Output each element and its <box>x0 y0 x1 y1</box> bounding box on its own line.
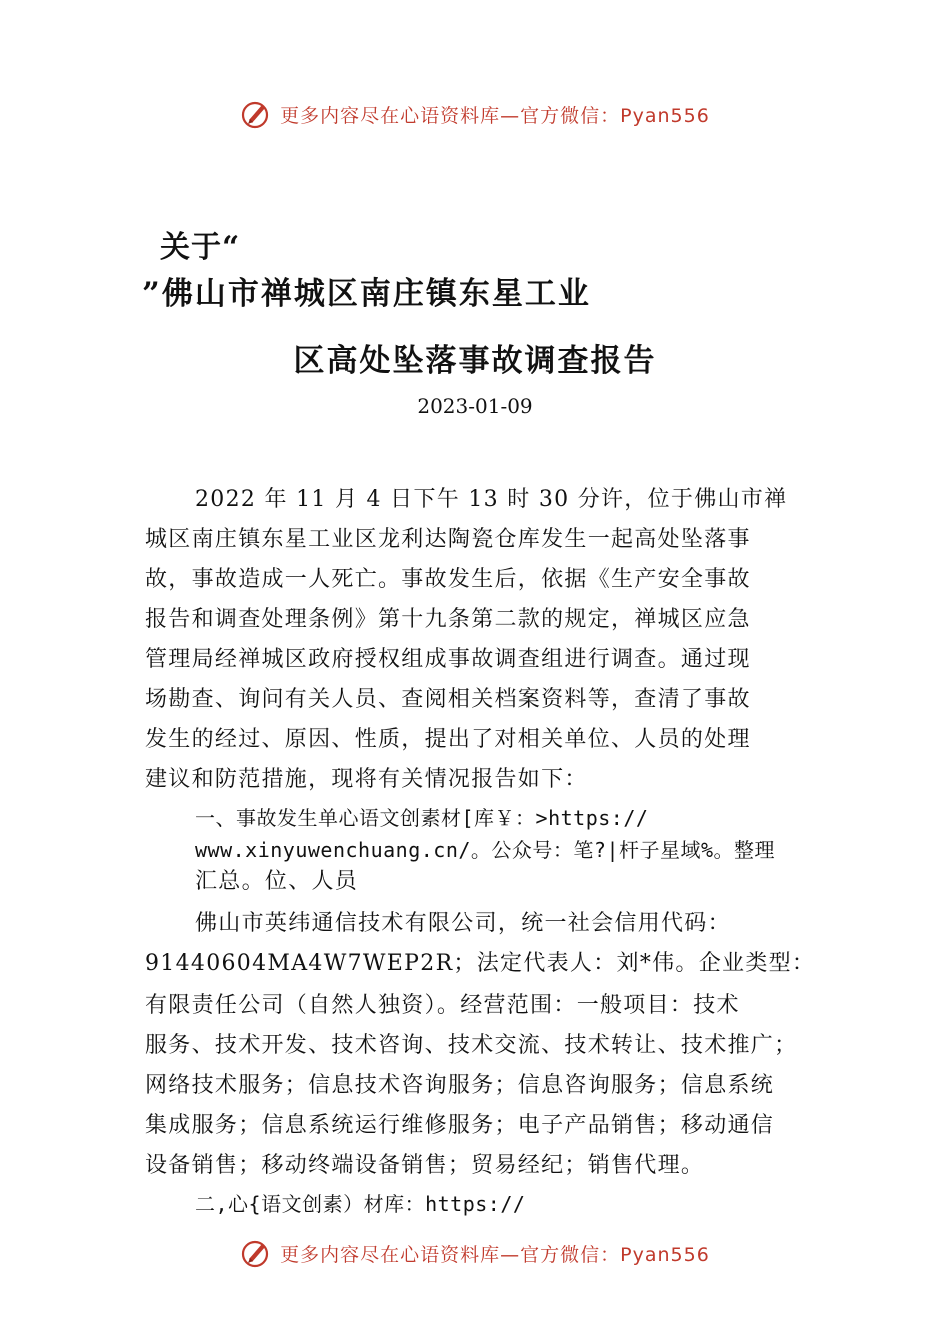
section-heading-2: 二,心{语文创素）材库：https:// <box>195 1192 526 1216</box>
body-line: 城区南庄镇东星工业区龙利达陶瓷仓库发生一起高处坠落事 <box>145 527 751 552</box>
body-line: 集成服务；信息系统运行维修服务；电子产品销售；移动通信 <box>145 1113 775 1138</box>
body-line: 有限责任公司（自然人独资）。经营范围：一般项目：技术 <box>145 993 740 1018</box>
pen-logo-icon <box>240 1237 272 1269</box>
body-line: www.xinyuwenchuang.cn/。公众号：笔?|杆子星域%。整理 <box>195 838 776 862</box>
body-line: 场勘查、询问有关人员、查阅相关档案资料等，查清了事故 <box>145 687 751 712</box>
body-line: 91440604MA4W7WEP2R；法定代表人：刘*伟。企业类型： <box>145 951 816 976</box>
body-line: 汇总。位、人员 <box>195 869 359 894</box>
body-line: 建议和防范措施，现将有关情况报告如下： <box>145 767 588 792</box>
body-line: 2022 年 11 月 4 日下午 13 时 30 分许，位于佛山市禅 <box>195 487 788 512</box>
title-line-2: ”佛山市禅城区南庄镇东星工业 <box>142 276 591 312</box>
watermark-text: 更多内容尽在心语资料库—官方微信：Pyan556 <box>280 104 710 127</box>
body-line: 设备销售；移动终端设备销售；贸易经纪；销售代理。 <box>145 1153 705 1178</box>
body-line: 管理局经禅城区政府授权组成事故调查组进行调查。通过现 <box>145 647 751 672</box>
header-watermark <box>0 94 950 134</box>
title-line-1: 关于“ <box>160 230 241 265</box>
footer-watermark <box>0 1233 950 1273</box>
watermark-text: 更多内容尽在心语资料库—官方微信：Pyan556 <box>280 1243 710 1266</box>
pen-logo-icon <box>240 98 272 130</box>
body-line: 佛山市英纬通信技术有限公司，统一社会信用代码： <box>195 911 731 936</box>
body-line: 报告和调查处理条例》第十九条第二款的规定，禅城区应急 <box>145 607 751 632</box>
body-line: 故，事故造成一人死亡。事故发生后，依据《生产安全事故 <box>145 567 751 592</box>
report-date: 2023-01-09 <box>417 394 533 418</box>
body-line: 服务、技术开发、技术咨询、技术交流、技术转让、技术推广； <box>145 1033 798 1058</box>
body-line: 发生的经过、原因、性质，提出了对相关单位、人员的处理 <box>145 727 751 752</box>
body-line: 网络技术服务；信息技术咨询服务；信息咨询服务；信息系统 <box>145 1073 775 1098</box>
section-heading-1: 一、事故发生单心语文创素材[库￥：>https:// <box>195 806 649 830</box>
title-line-3: 区高处坠落事故调查报告 <box>293 343 657 379</box>
